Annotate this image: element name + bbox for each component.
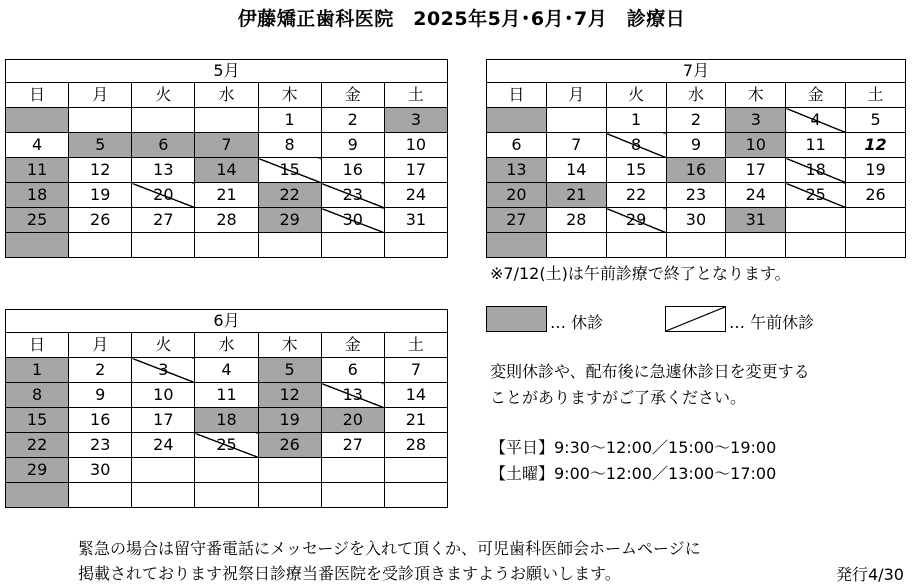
day-cell: 12	[846, 133, 906, 158]
weekday-header: 水	[195, 83, 258, 108]
legend-closed-label: … 休診	[550, 313, 604, 332]
weekday-header: 水	[195, 333, 258, 358]
day-cell	[69, 483, 132, 508]
day-cell: 26	[69, 208, 132, 233]
day-cell: 12	[69, 158, 132, 183]
day-cell: 7	[384, 358, 447, 383]
notice-line-1: 変則休診や、配布後に急遽休診日を変更する	[490, 362, 810, 381]
day-cell: 13	[132, 158, 195, 183]
day-cell: 18	[786, 158, 846, 183]
weekday-header: 土	[384, 333, 447, 358]
july-note: ※7/12(土)は午前診療で終了となります。	[490, 264, 791, 283]
week-row	[6, 233, 448, 258]
day-cell: 20	[132, 183, 195, 208]
hours-saturday: 【土曜】9:00～12:00／13:00～17:00	[490, 464, 777, 483]
day-cell: 28	[195, 208, 258, 233]
day-cell: 17	[726, 158, 786, 183]
day-cell: 2	[69, 358, 132, 383]
day-cell: 18	[195, 408, 258, 433]
day-cell: 11	[6, 158, 69, 183]
day-cell: 25	[195, 433, 258, 458]
day-cell: 15	[6, 408, 69, 433]
weekday-header: 水	[666, 83, 726, 108]
day-cell: 2	[321, 108, 384, 133]
day-cell: 29	[258, 208, 321, 233]
calendar-may	[5, 59, 448, 258]
day-cell	[846, 233, 906, 258]
day-cell: 15	[606, 158, 666, 183]
day-cell: 31	[384, 208, 447, 233]
day-cell: 29	[606, 208, 666, 233]
calendar-july	[486, 59, 906, 258]
day-cell: 15	[258, 158, 321, 183]
day-cell: 16	[666, 158, 726, 183]
day-cell	[321, 458, 384, 483]
day-cell: 6	[487, 133, 547, 158]
weekday-header: 日	[487, 83, 547, 108]
week-row	[487, 108, 906, 133]
notice-line-2: ことがありますがご了承ください。	[490, 388, 747, 407]
day-cell	[258, 458, 321, 483]
day-cell: 19	[69, 183, 132, 208]
day-cell	[606, 233, 666, 258]
weekday-header: 火	[606, 83, 666, 108]
day-cell	[195, 458, 258, 483]
day-cell	[666, 233, 726, 258]
day-cell: 25	[6, 208, 69, 233]
day-cell: 29	[6, 458, 69, 483]
day-cell: 23	[321, 183, 384, 208]
day-cell	[132, 108, 195, 133]
day-cell	[786, 208, 846, 233]
day-cell: 22	[6, 433, 69, 458]
day-cell: 26	[846, 183, 906, 208]
calendar-june	[5, 309, 448, 508]
day-cell	[726, 233, 786, 258]
day-cell: 7	[546, 133, 606, 158]
day-cell	[69, 108, 132, 133]
day-cell	[321, 233, 384, 258]
day-cell: 30	[666, 208, 726, 233]
day-cell	[384, 458, 447, 483]
day-cell: 24	[132, 433, 195, 458]
day-cell: 24	[384, 183, 447, 208]
weekday-header: 木	[258, 333, 321, 358]
day-cell	[195, 483, 258, 508]
day-cell	[132, 458, 195, 483]
day-cell: 26	[258, 433, 321, 458]
day-cell: 31	[726, 208, 786, 233]
weekday-header: 火	[132, 333, 195, 358]
day-cell	[69, 233, 132, 258]
day-cell: 10	[132, 383, 195, 408]
day-cell: 17	[384, 158, 447, 183]
day-cell: 8	[258, 133, 321, 158]
day-cell: 28	[384, 433, 447, 458]
day-cell: 27	[321, 433, 384, 458]
weekday-header: 火	[132, 83, 195, 108]
day-cell: 3	[132, 358, 195, 383]
day-cell: 9	[321, 133, 384, 158]
day-cell: 1	[606, 108, 666, 133]
day-cell	[487, 233, 547, 258]
day-cell: 1	[6, 358, 69, 383]
weekday-header: 木	[258, 83, 321, 108]
day-cell: 4	[195, 358, 258, 383]
day-cell	[6, 233, 69, 258]
day-cell: 5	[258, 358, 321, 383]
day-cell: 21	[384, 408, 447, 433]
day-cell: 8	[6, 383, 69, 408]
day-cell: 7	[195, 133, 258, 158]
week-row	[487, 233, 906, 258]
day-cell: 21	[546, 183, 606, 208]
day-cell	[546, 233, 606, 258]
day-cell: 19	[258, 408, 321, 433]
legend-half-swatch	[665, 306, 726, 332]
day-cell	[6, 108, 69, 133]
day-cell: 4	[786, 108, 846, 133]
day-cell	[321, 483, 384, 508]
day-cell: 25	[786, 183, 846, 208]
day-cell	[258, 483, 321, 508]
day-cell: 9	[666, 133, 726, 158]
day-cell: 27	[132, 208, 195, 233]
day-cell	[195, 233, 258, 258]
legend-closed-swatch	[486, 306, 547, 332]
day-cell	[132, 233, 195, 258]
day-cell: 13	[487, 158, 547, 183]
month-label: 7月	[487, 60, 906, 83]
day-cell: 18	[6, 183, 69, 208]
day-cell: 24	[726, 183, 786, 208]
emergency-line-2: 掲載されております祝祭日診療当番医院を受診頂きますようお願いします。	[78, 564, 621, 583]
week-row	[6, 383, 448, 408]
emergency-line-1: 緊急の場合は留守番電話にメッセージを入れて頂くか、可児歯科医師会ホームページに	[78, 539, 701, 558]
day-cell: 8	[606, 133, 666, 158]
page-title: 伊藤矯正歯科医院 2025年5月･6月･7月 診療日	[237, 8, 686, 30]
day-cell	[6, 483, 69, 508]
day-cell: 14	[384, 383, 447, 408]
day-cell: 11	[195, 383, 258, 408]
week-row	[6, 358, 448, 383]
day-cell: 11	[786, 133, 846, 158]
day-cell	[846, 208, 906, 233]
week-row	[6, 458, 448, 483]
week-row	[6, 133, 448, 158]
day-cell: 6	[321, 358, 384, 383]
week-row	[487, 208, 906, 233]
week-row	[6, 183, 448, 208]
day-cell: 23	[69, 433, 132, 458]
day-cell: 20	[321, 408, 384, 433]
day-cell: 30	[69, 458, 132, 483]
day-cell: 14	[546, 158, 606, 183]
day-cell: 9	[69, 383, 132, 408]
weekday-header: 日	[6, 83, 69, 108]
day-cell: 5	[846, 108, 906, 133]
day-cell: 6	[132, 133, 195, 158]
week-row	[6, 408, 448, 433]
day-cell: 28	[546, 208, 606, 233]
day-cell: 5	[69, 133, 132, 158]
weekday-header: 土	[846, 83, 906, 108]
week-row	[6, 208, 448, 233]
weekday-header: 月	[69, 333, 132, 358]
day-cell: 14	[195, 158, 258, 183]
day-cell: 17	[132, 408, 195, 433]
issued-date: 発行4/30	[836, 565, 904, 584]
day-cell: 2	[666, 108, 726, 133]
day-cell: 3	[384, 108, 447, 133]
day-cell: 12	[258, 383, 321, 408]
day-cell	[195, 108, 258, 133]
diagonal-line-icon	[666, 307, 725, 331]
weekday-header: 金	[786, 83, 846, 108]
day-cell: 13	[321, 383, 384, 408]
legend-half-label: … 午前休診	[729, 313, 815, 332]
day-cell: 10	[726, 133, 786, 158]
week-row	[6, 158, 448, 183]
day-cell: 16	[321, 158, 384, 183]
weekday-header: 土	[384, 83, 447, 108]
day-cell: 10	[384, 133, 447, 158]
hours-weekday: 【平日】9:30～12:00／15:00～19:00	[490, 438, 777, 457]
day-cell	[384, 233, 447, 258]
day-cell: 3	[726, 108, 786, 133]
weekday-header: 日	[6, 333, 69, 358]
day-cell	[487, 108, 547, 133]
day-cell	[258, 233, 321, 258]
weekday-header: 木	[726, 83, 786, 108]
month-label: 5月	[6, 60, 448, 83]
day-cell: 20	[487, 183, 547, 208]
weekday-header: 月	[546, 83, 606, 108]
day-cell	[384, 483, 447, 508]
day-cell: 22	[258, 183, 321, 208]
day-cell: 1	[258, 108, 321, 133]
day-cell	[786, 233, 846, 258]
day-cell: 30	[321, 208, 384, 233]
weekday-header: 月	[69, 83, 132, 108]
week-row	[487, 183, 906, 208]
day-cell	[546, 108, 606, 133]
weekday-header: 金	[321, 333, 384, 358]
day-cell: 16	[69, 408, 132, 433]
day-cell: 19	[846, 158, 906, 183]
day-cell: 4	[6, 133, 69, 158]
day-cell: 22	[606, 183, 666, 208]
day-cell	[132, 483, 195, 508]
week-row	[6, 108, 448, 133]
week-row	[487, 158, 906, 183]
week-row	[6, 433, 448, 458]
day-cell: 23	[666, 183, 726, 208]
day-cell: 21	[195, 183, 258, 208]
day-cell: 27	[487, 208, 547, 233]
weekday-header: 金	[321, 83, 384, 108]
week-row	[6, 483, 448, 508]
month-label: 6月	[6, 310, 448, 333]
week-row	[487, 133, 906, 158]
